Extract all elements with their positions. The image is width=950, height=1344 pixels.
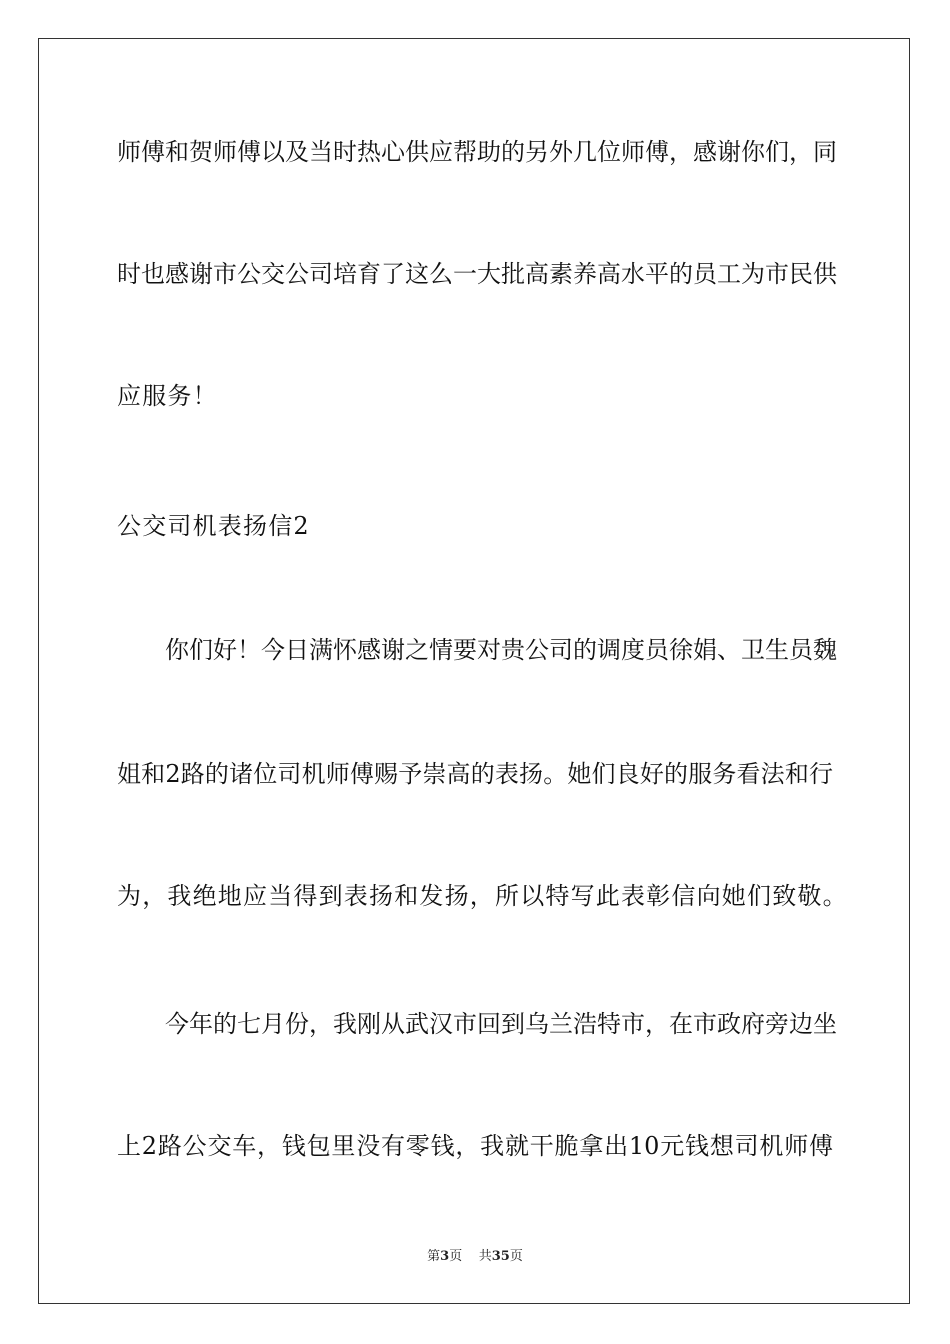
body-line-1: 师傅和贺师傅以及当时热心供应帮助的另外几位师傅，感谢你们，同 (117, 138, 837, 166)
footer-total-prefix: 共 (478, 1249, 492, 1264)
footer-page-suffix: 页 (449, 1249, 463, 1264)
footer-total-pages: 35 (491, 1249, 510, 1264)
body-line-2: 时也感谢市公交公司培育了这么一大批高素养高水平的员工为市民供 (117, 260, 837, 288)
body-line-9: 上2路公交车，钱包里没有零钱，我就干脆拿出10元钱想司机师傅 (117, 1132, 833, 1160)
body-line-5: 你们好！今日满怀感谢之情要对贵公司的调度员徐娟、卫生员魏 (117, 636, 837, 664)
section-heading: 公交司机表扬信2 (117, 512, 310, 540)
footer-page-prefix: 第 (427, 1249, 441, 1264)
footer-page-number: 3 (440, 1249, 450, 1264)
page-border (38, 38, 910, 1304)
body-line-8: 今年的七月份，我刚从武汉市回到乌兰浩特市，在市政府旁边坐 (117, 1010, 837, 1038)
footer-total-suffix: 页 (509, 1249, 523, 1264)
body-line-6: 姐和2路的诸位司机师傅赐予崇高的表扬。她们良好的服务看法和行 (117, 760, 833, 788)
body-line-7: 为，我绝地应当得到表扬和发扬，所以特写此表彰信向她们致敬。 (117, 882, 848, 910)
page-footer (0, 1248, 950, 1266)
body-line-3: 应服务！ (117, 382, 218, 410)
